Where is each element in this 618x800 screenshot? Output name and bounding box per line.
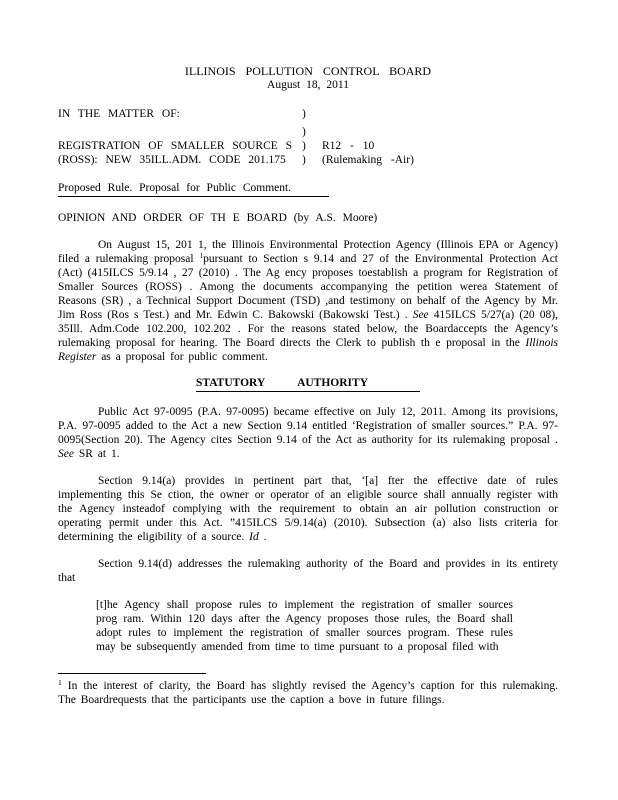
body-paragraph-2	[58, 405, 558, 461]
caption-row	[58, 153, 558, 167]
footnote-marker: 1	[58, 678, 62, 687]
citation-see: See	[412, 309, 429, 321]
paragraph-text: On August 15, 201 1, the Illinois Environmental Protection Agency (Illinois EPA or Agency) filed a rulemaking proposal	[58, 239, 558, 265]
paragraph-text: Public Act 97-0095 (P.A. 97-0095) became effective on July 12, 2011. Among its provisions, P.A. 97-0095 added to the Act a new Section 9.14 entitled ‘Registration of smaller sources.” P.A. 97-0095(Section 20). The Agency cites Section 9.14 of the Act as authority for its rulemaking proposal .	[58, 406, 558, 446]
paragraph-text: as a proposal for public comment.	[96, 351, 268, 363]
body-paragraph-1	[58, 238, 558, 364]
paragraph-text: SR at 1.	[73, 448, 120, 460]
docket-number: R12 - 10	[322, 140, 375, 152]
citation-id: Id	[249, 531, 259, 543]
paragraph-text: .	[258, 531, 267, 543]
block-quote: [t]he Agency shall propose rules to implement the registration of smaller sources prog ram. Within 120 days after the Agency proposes those rules, the Board shall adopt rules to implement the registration of smaller sources program. These rules may be subsequently amended from time to time pursuant to a proposal filed with	[96, 599, 513, 653]
body-paragraph-4: Section 9.14(d) addresses the rulemaking authority of the Board and provides in its entirety that	[58, 558, 558, 584]
paragraph-text: pursuant to Section s 9.14 and 27 of the Environmental Protection Act (Act) (415ILCS 5/9.14 , 27 (2010) . The Ag ency proposes toestablish a program for Registration of Smaller Sources (ROSS) . Among the documents accompanying the petition werea Statement of Reasons (SR) , a Technical Support Document (TSD) ,and testimony on behalf of the Agency by Mr. Jim Ross (Ros s Test.) and Mr. Edwin C. Bakowski (Bakowski Test.) .	[58, 253, 558, 321]
footnote	[58, 679, 558, 707]
board-title: ILLINOIS POLLUTION CONTROL BOARD	[184, 64, 432, 78]
section-heading-wrap	[58, 376, 558, 392]
footnote-text: In the interest of clarity, the Board has slightly revised the Agency’s caption for this rulemaking. The Boardrequests that the participants use the caption a bove in future filings.	[58, 680, 558, 706]
statutory-authority-heading: STATUTORY AUTHORITY	[196, 376, 420, 392]
case-title-line: REGISTRATION OF SMALLER SOURCE S	[58, 140, 293, 152]
publication-name: Illinois Register	[58, 337, 558, 363]
subject-line-wrap	[58, 181, 558, 197]
subject-line: Proposed Rule. Proposal for Public Comment.	[58, 181, 329, 197]
footnote-separator	[58, 673, 206, 674]
footnote-reference: 1	[199, 251, 204, 260]
paragraph-text: Section 9.14(a) provides in pertinent part that, ‘[a] fter the effective date of rules implementing this Se ction, the owner or operator of an eligible source shall annually register with the Agency insteadof complying with the requirement to obtain an air pollution construction or operating permit under this Act. ”415ILCS 5/9.14(a) (2010). Subsection (a) also lists criteria for determining the eligibility of a source.	[58, 475, 558, 543]
body-paragraph-3	[58, 474, 558, 544]
caption-row	[58, 139, 558, 153]
opinion-heading: OPINION AND ORDER OF TH E BOARD (by A.S. Moore)	[58, 212, 378, 224]
caption-row	[58, 107, 558, 121]
case-title-line: (ROSS): NEW 35ILL.ADM. CODE 201.175	[58, 154, 286, 166]
footnote-block	[58, 673, 558, 707]
caption-row	[58, 121, 558, 139]
caption-paren: )	[302, 140, 306, 152]
citation-see: See	[58, 448, 74, 460]
case-title-line	[58, 121, 302, 135]
case-title-line: IN THE MATTER OF:	[58, 108, 180, 120]
caption-paren: )	[302, 108, 306, 120]
caption-paren: )	[302, 154, 306, 166]
case-caption	[58, 107, 558, 167]
caption-paren: )	[302, 126, 306, 138]
document-date: August 18, 2011	[267, 79, 349, 91]
paragraph-text: 415ILCS 5/27(a) (20 08), 35Ill. Adm.Code 102.200, 102.202 . For the reasons stated below, the Boardaccepts the Agency’s rulemaking proposal for hearing. The Board directs the Clerk to publish th e proposal in the	[58, 309, 558, 349]
rulemaking-type: (Rulemaking -Air)	[322, 154, 414, 166]
